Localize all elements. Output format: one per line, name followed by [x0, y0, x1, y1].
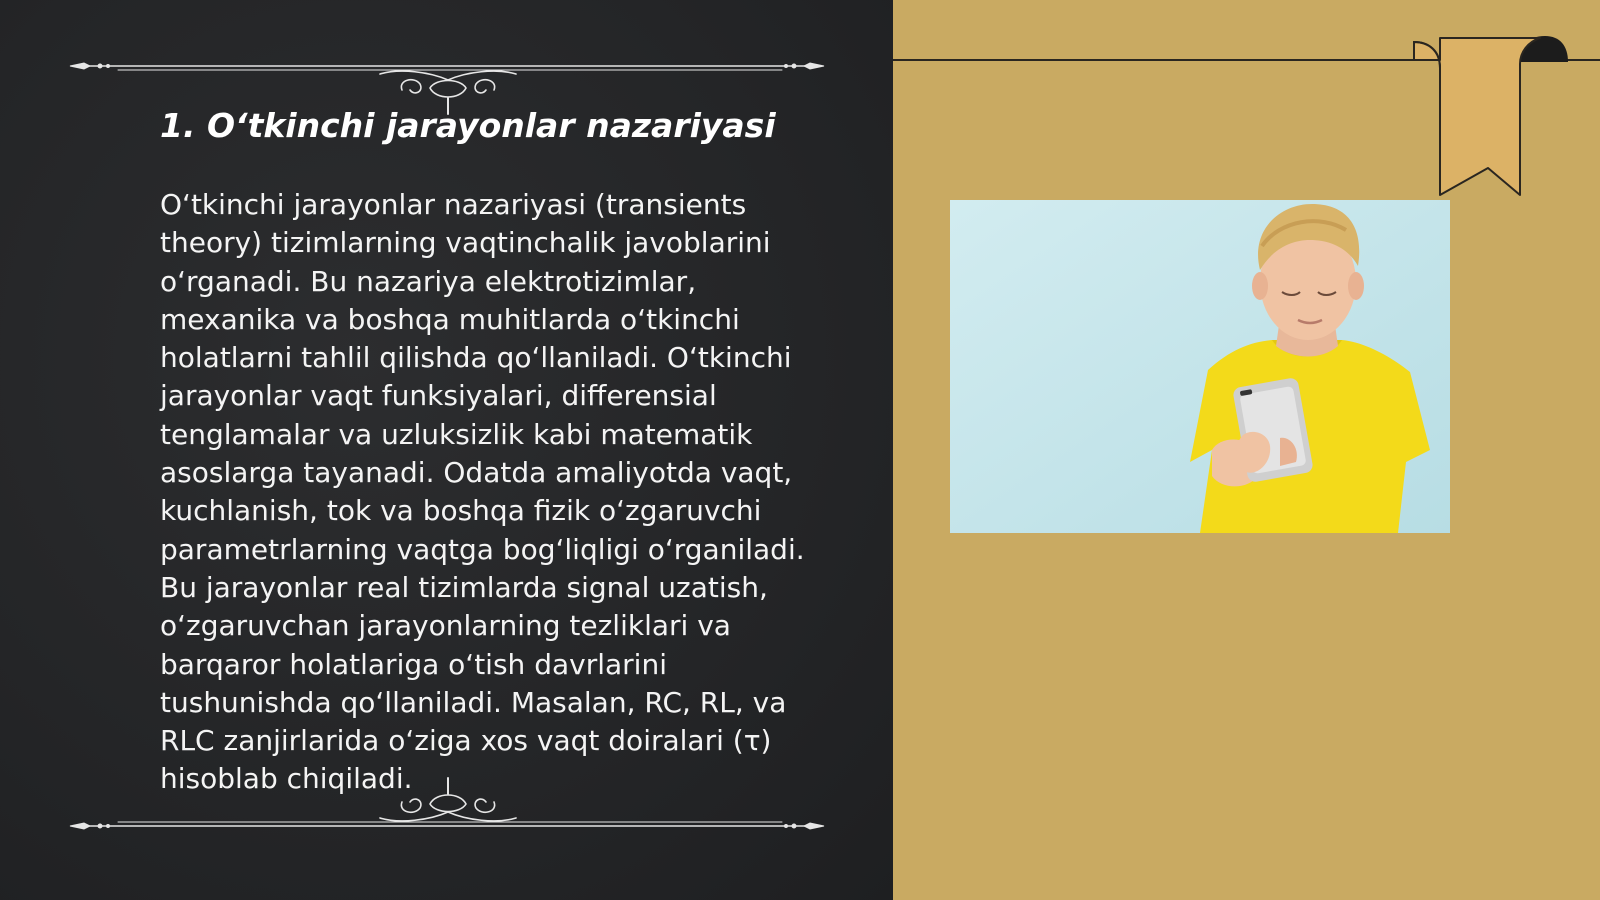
boy-with-phone-photo	[950, 200, 1450, 533]
slide-title: 1. O‘tkinchi jarayonlar nazariyasi	[160, 106, 776, 145]
bookmark-ribbon-icon	[1400, 30, 1600, 210]
slide-body-text: O‘tkinchi jarayonlar nazariyasi (transients theory) tizimlarning vaqtinchalik javoblarini o‘rganadi. Bu nazariya elektrotizimlar, mexanika va boshqa muhitlarda o‘tkinchi holatlarni tahlil qilishda qo‘llaniladi. O‘tkinchi jarayonlar vaqt funksiyalari, differensial tenglamalar va uzluksizlik kabi matematik asoslarga tayanadi. Odatda amaliyotda vaqt, kuchlanish, tok va boshqa fizik o‘zgaruvchi parametrlarning vaqtga bog‘liqligi o‘rganiladi. Bu jarayonlar real tizimlarda signal uzatish, o‘zgaruvchan jarayonlarning tezliklari va barqaror holatlariga o‘tish davrlarini tushunishda qo‘llaniladi. Masalan, RC, RL, va RLC zanjirlarida o‘ziga xos vaqt doiralari (τ) hisoblab chiqiladi.	[160, 188, 805, 796]
